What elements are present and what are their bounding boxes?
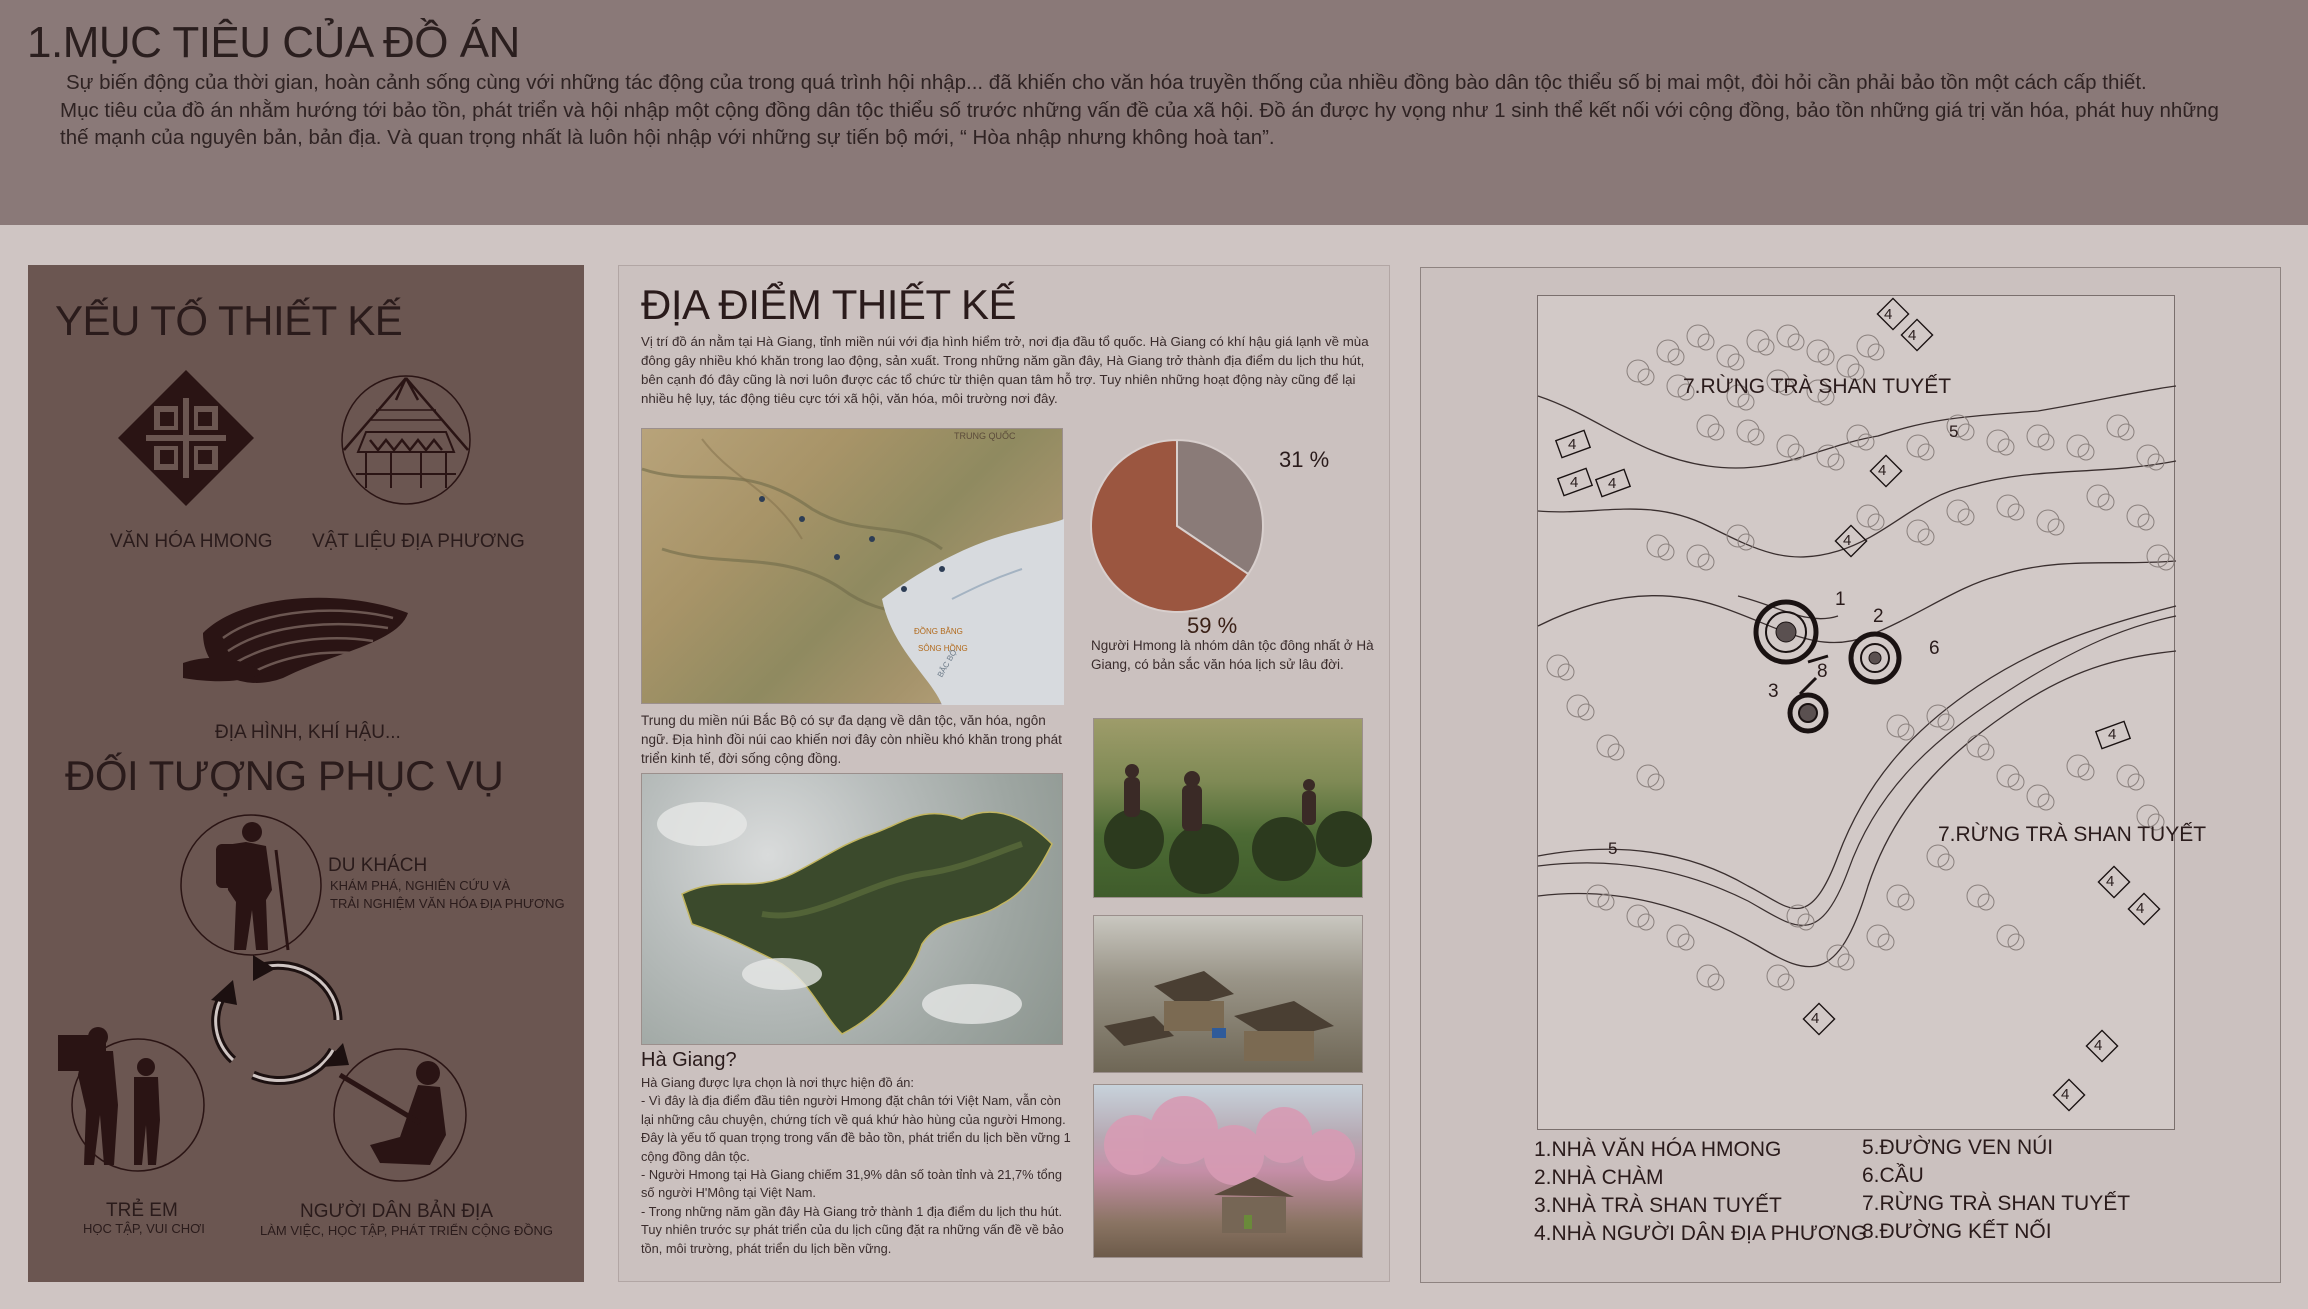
tree-symbol bbox=[1608, 744, 1624, 760]
goal-paragraph-line-3: thế mạnh của nguyên bản, bản địa. Và quan trọng nhất là luôn hội nhập với những sự tiến bộ mới, “ Hòa nhập nhưng không hoà tan”. bbox=[60, 126, 1275, 149]
tree-symbol bbox=[1938, 714, 1954, 730]
tree-symbol bbox=[2008, 774, 2024, 790]
forest-label-top: 7.RỪNG TRÀ SHAN TUYẾT bbox=[1683, 375, 1952, 398]
house-marker: 4 bbox=[1843, 532, 1852, 549]
children-figure-icon bbox=[48, 1015, 208, 1175]
site-plan-linework bbox=[1538, 296, 2176, 1131]
tree-symbol bbox=[2118, 424, 2134, 440]
tree-symbol bbox=[2138, 514, 2154, 530]
site-plan-drawing bbox=[1537, 295, 2207, 1130]
ha-giang-satellite-map bbox=[641, 773, 1063, 1045]
house-marker: 4 bbox=[1570, 474, 1579, 491]
header-banner bbox=[0, 0, 2308, 225]
ha-giang-reasons bbox=[641, 1074, 1071, 1258]
tree-symbol bbox=[1878, 934, 1894, 950]
map-terrain bbox=[642, 429, 1064, 705]
tree-symbol bbox=[1938, 854, 1954, 870]
legend-item-2: 2.NHÀ CHÀM bbox=[1534, 1166, 1664, 1189]
tree-symbol bbox=[1918, 529, 1934, 545]
tree-symbol bbox=[1728, 354, 1744, 370]
tree-symbol bbox=[1648, 774, 1664, 790]
ha-giang-reason-intro: Hà Giang được lựa chọn là nơi thực hiện đồ án: bbox=[641, 1075, 914, 1090]
tea-pickers-scene bbox=[1094, 719, 1364, 899]
tree-symbol bbox=[2048, 519, 2064, 535]
design-factors-title: YẾU TỐ THIẾT KẾ bbox=[55, 297, 403, 344]
locals-description: LÀM VIỆC, HỌC TẬP, PHÁT TRIỂN CỘNG ĐỒNG bbox=[260, 1223, 554, 1238]
ha-giang-reason-2: - Người Hmong tại Hà Giang chiếm 31,9% dân số toàn tỉnh và 21,7% tổng số người H'Mông tại Việt Nam. bbox=[641, 1167, 1063, 1201]
local-worker-figure-icon bbox=[320, 1045, 480, 1185]
tree-symbol bbox=[2148, 454, 2164, 470]
tourist-description-2: TRẢI NGHIỆM VĂN HÓA ĐỊA PHƯƠNG bbox=[330, 896, 565, 911]
village-houses-photo bbox=[1093, 915, 1363, 1073]
tree-symbol bbox=[1638, 914, 1654, 930]
house-marker: 4 bbox=[1811, 1010, 1820, 1027]
terraced-field-icon bbox=[183, 583, 423, 703]
tree-symbol bbox=[1558, 664, 1574, 680]
tree-symbol bbox=[1798, 914, 1814, 930]
tree-symbol bbox=[2128, 774, 2144, 790]
house-marker: 4 bbox=[2061, 1086, 2070, 1103]
hmong-culture-label: VĂN HÓA HMONG bbox=[110, 531, 273, 552]
legend-item-8: 8.ĐƯỜNG KẾT NỐI bbox=[1862, 1220, 2052, 1243]
tree-symbol bbox=[1868, 514, 1884, 530]
tea-pickers-photo bbox=[1093, 718, 1363, 898]
pie-label-59: 59 % bbox=[1187, 613, 1238, 638]
plan-marker-2: 2 bbox=[1873, 606, 1884, 627]
house-marker: 4 bbox=[1878, 462, 1887, 479]
tree-symbol bbox=[1838, 954, 1854, 970]
tree-symbol bbox=[2008, 504, 2024, 520]
ha-giang-reason-1: - Vì đây là địa điểm đầu tiên người Hmong đặt chân tới Việt Nam, vẫn còn lại những câu chuyện, chứng tích về quá khứ hào hùng của người Hmong. Đây là yếu tố quan trọng trong vấn đề bảo tồn, phát triển du lịch bền vững 1 cộng đồng dân tộc. bbox=[641, 1093, 1071, 1164]
site-intro-text: Vị trí đồ án nằm tại Hà Giang, tỉnh miền núi với địa hình hiểm trở, nơi địa đầu tổ quốc. Hà Giang có khí hậu giá lạnh về mùa đông gây nhiều khó khăn trong lao động, sản xuất. Trong những năm gần đây, Hà Giang trở thành địa điểm du lịch thu hút, bên cạnh đó đây cũng là nơi luôn được các tổ chức từ thiện quan tâm hỗ trợ. Tuy nhiên những hoạt động này cũng để lại nhiều hệ lụy, tác động tiêu cực tới xã hội, văn hóa, môi trường nơi đây. bbox=[641, 334, 1369, 406]
house-marker: 4 bbox=[1908, 327, 1917, 344]
site-plan-legend-right bbox=[1862, 1134, 2130, 1246]
tree-symbol bbox=[1898, 724, 1914, 740]
tree-symbol bbox=[1658, 544, 1674, 560]
tree-symbol bbox=[1788, 334, 1804, 350]
tree-symbol bbox=[1698, 554, 1714, 570]
site-title: ĐỊA ĐIỂM THIẾT KẾ bbox=[641, 281, 1017, 328]
children-label: TRẺ EM bbox=[106, 1200, 178, 1221]
tree-symbol bbox=[1708, 974, 1724, 990]
legend-item-6: 6.CẦU bbox=[1862, 1164, 1924, 1187]
tree-symbol bbox=[1918, 444, 1934, 460]
tree-symbol bbox=[1818, 349, 1834, 365]
tree-symbol bbox=[1898, 894, 1914, 910]
tree-symbol bbox=[1758, 339, 1774, 355]
tree-symbol bbox=[1638, 369, 1654, 385]
legend-item-1: 1.NHÀ VĂN HÓA HMONG bbox=[1534, 1138, 1782, 1161]
tree-symbol bbox=[1868, 344, 1884, 360]
hmong-population-pie-chart bbox=[1087, 428, 1377, 648]
house-marker: 4 bbox=[1884, 306, 1893, 323]
tree-symbol bbox=[1788, 444, 1804, 460]
tree-symbol bbox=[2038, 794, 2054, 810]
locals-label: NGƯỜI DÂN BẢN ĐỊA bbox=[300, 1201, 493, 1222]
stilt-house-icon bbox=[336, 370, 476, 510]
house-marker: 4 bbox=[1568, 436, 1577, 453]
tree-symbol bbox=[1708, 424, 1724, 440]
northern-vietnam-map bbox=[641, 428, 1063, 704]
forest-label-bottom: 7.RỪNG TRÀ SHAN TUYẾT bbox=[1938, 823, 2207, 846]
tree-symbol bbox=[2098, 494, 2114, 510]
plan-marker-6: 6 bbox=[1929, 638, 1940, 659]
tree-symbol bbox=[2038, 434, 2054, 450]
legend-item-5: 5.ĐƯỜNG VEN NÚI bbox=[1862, 1136, 2054, 1159]
peach-blossom-scene bbox=[1094, 1085, 1364, 1259]
tree-symbol bbox=[1958, 424, 1974, 440]
pie-caption: Người Hmong là nhóm dân tộc đông nhất ở Hà Giang, có bản sắc văn hóa lịch sử lâu đời. bbox=[1091, 638, 1374, 672]
ha-giang-province-shape bbox=[642, 774, 1064, 1046]
hmong-pattern-icon bbox=[116, 368, 256, 508]
tree-symbol bbox=[1958, 509, 1974, 525]
tourist-label: DU KHÁCH bbox=[328, 855, 428, 876]
house-marker: 4 bbox=[2094, 1037, 2103, 1054]
tree-symbol bbox=[1698, 334, 1714, 350]
map-label-red-river: SÔNG HỒNG bbox=[918, 644, 968, 653]
house-marker: 4 bbox=[2136, 900, 2145, 917]
map-label-delta: ĐỒNG BẰNG bbox=[914, 627, 963, 636]
tourist-figure-icon bbox=[176, 810, 326, 960]
house-marker: 4 bbox=[1608, 475, 1617, 492]
tree-symbol bbox=[1998, 439, 2014, 455]
pie-label-31: 31 % bbox=[1279, 447, 1330, 472]
children-description: HỌC TẬP, VUI CHƠI bbox=[83, 1221, 205, 1236]
tree-symbol bbox=[1858, 434, 1874, 450]
plan-marker-5-bottom: 5 bbox=[1608, 839, 1618, 858]
site-location-panel bbox=[618, 265, 1390, 1282]
tree-symbol bbox=[2078, 444, 2094, 460]
tourist-description-1: KHÁM PHÁ, NGHIÊN CỨU VÀ bbox=[330, 878, 511, 893]
tree-symbol bbox=[1678, 934, 1694, 950]
page-title: 1.MỤC TIÊU CỦA ĐỒ ÁN bbox=[27, 18, 520, 67]
legend-item-3: 3.NHÀ TRÀ SHAN TUYẾT bbox=[1534, 1194, 1782, 1217]
plan-marker-3: 3 bbox=[1768, 681, 1779, 702]
peach-blossom-house-photo bbox=[1093, 1084, 1363, 1258]
tree-symbol bbox=[1828, 454, 1844, 470]
terrain-climate-label: ĐỊA HÌNH, KHÍ HẬU... bbox=[215, 722, 401, 743]
tree-symbol bbox=[1778, 974, 1794, 990]
tree-symbol bbox=[1668, 349, 1684, 365]
map-label-gulf: BẮC BỘ bbox=[935, 648, 959, 679]
goal-paragraph-line-1: Sự biến động của thời gian, hoàn cảnh sống cùng với những tác động của trong quá trình hội nhập... đã khiến cho văn hóa truyền thống của nhiều đồng bào dân tộc thiểu số bị mai một, đòi hỏi cần phải bảo tồn một cách cấp thiết. bbox=[66, 71, 2147, 94]
house-marker: 4 bbox=[2106, 873, 2115, 890]
plan-marker-1: 1 bbox=[1835, 589, 1846, 610]
plan-marker-8: 8 bbox=[1817, 661, 1828, 682]
tree-symbol bbox=[1578, 704, 1594, 720]
map-label-china: TRUNG QUỐC bbox=[954, 431, 1016, 441]
tree-symbol bbox=[1978, 744, 1994, 760]
village-houses-scene bbox=[1094, 916, 1364, 1074]
house-marker: 4 bbox=[2108, 726, 2117, 743]
site-plan-legend-left bbox=[1534, 1136, 1867, 1248]
design-factors-panel bbox=[28, 265, 584, 1282]
audience-title: ĐỐI TƯỢNG PHỤC VỤ bbox=[65, 752, 504, 799]
ha-giang-question-title: Hà Giang? bbox=[641, 1049, 737, 1071]
legend-item-4: 4.NHÀ NGƯỜI DÂN ĐỊA PHƯƠNG bbox=[1534, 1222, 1868, 1245]
goal-paragraph-line-2: Mục tiêu của đồ án nhằm hướng tới bảo tồn, phát triển và hội nhập một cộng đồng dân tộc thiểu số trước những vấn đề của xã hội. Đồ án được hy vọng như 1 sinh thể kết nối với cộng đồng, bảo tồn những giá trị văn hóa, phát huy những bbox=[60, 99, 2219, 122]
tree-symbol bbox=[1978, 894, 1994, 910]
tree-symbol bbox=[1748, 429, 1764, 445]
tree-symbol bbox=[1598, 894, 1614, 910]
local-material-label: VẬT LIỆU ĐỊA PHƯƠNG bbox=[312, 531, 525, 552]
plan-marker-5-top: 5 bbox=[1949, 422, 1959, 441]
ha-giang-reason-3: - Trong những năm gần đây Hà Giang trở thành 1 địa điểm du lịch thu hút. Tuy nhiên trước sự phát triển của du lịch cũng đặt ra những vấn đề về bảo tồn, môi trường, phát triển du lịch bền vững. bbox=[641, 1203, 1064, 1256]
legend-item-7: 7.RỪNG TRÀ SHAN TUYẾT bbox=[1862, 1192, 2131, 1215]
map-caption: Trung du miền núi Bắc Bộ có sự đa dạng về dân tộc, văn hóa, ngôn ngữ. Địa hình đồi núi cao khiến nơi đây còn nhiều khó khăn trong phát triển kinh tế, đời sống cộng đồng. bbox=[641, 713, 1062, 766]
tree-symbol bbox=[2008, 934, 2024, 950]
tree-symbol bbox=[2078, 764, 2094, 780]
